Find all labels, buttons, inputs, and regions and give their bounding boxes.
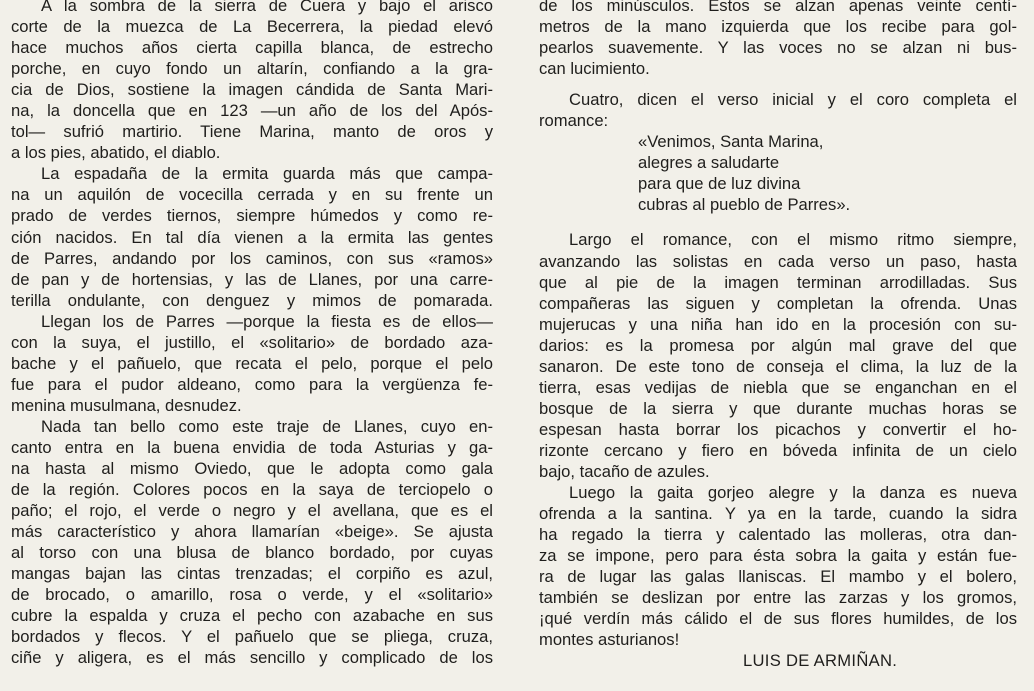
verse-line: alegres a saludarte (638, 153, 780, 173)
left-column-text-line: Nada tan bello como este traje de Llanes, cuyo en- (41, 416, 493, 436)
right-text-column (539, 0, 1017, 671)
left-column-text-line: canto entra en la buena envidia de toda Asturias y ga- (11, 437, 493, 457)
left-column-text-line: La espadaña de la ermita guarda más que campa- (41, 164, 493, 184)
right-column-text-line: pearlos suavemente. Y las voces no se alzan ni bus- (539, 38, 1017, 58)
left-column-text-line: na hasta al mismo Oviedo, que le adopta como gala (11, 459, 493, 479)
left-column-text-line: na, la doncella que en 123 —un año de los del Após- (11, 101, 493, 121)
right-column-text-line: za se impone, pero para ésta sobra la gaita y están fue- (539, 546, 1017, 566)
paragraph-gap (539, 79, 1017, 89)
right-column-text-line: darios: es la promesa por algún mal grave del que (539, 335, 1017, 355)
right-column-text-line: bosque de la sierra y que durante muchas horas se (539, 398, 1017, 418)
right-column-text-line: que al pie de la imagen terminan arrodilladas. Sus (539, 272, 1017, 292)
right-column-text-line: can lucimiento. (539, 59, 650, 79)
right-column-text-line: ofrenda a la santina. Y ya en la tarde, cuando la sidra (539, 504, 1017, 524)
left-column-text-line: fue para el pudor aldeano, como para la vergüenza fe- (11, 374, 493, 394)
right-column-text-line: rizonte cercano y fiero en bóveda infinita de un cielo (539, 440, 1017, 460)
left-column-text-line: menina musulmana, desnudez. (11, 395, 242, 415)
left-column-text-line: terilla ondulante, con denguez y mimos de pomarada. (11, 290, 493, 310)
right-column-text-line: avanzando las solistas en cada verso un paso, hasta (539, 251, 1017, 271)
right-column-text-line: también se deslizan por entre las zarzas y los gromos, (539, 588, 1017, 608)
right-column-text-line: metros de la mano izquierda que los recibe para gol- (539, 17, 1017, 37)
right-column-text-line: Cuatro, dicen el verso inicial y el coro completa el (569, 90, 1017, 110)
left-column-text-line: de la región. Colores pocos en la saya de terciopelo o (11, 480, 493, 500)
left-column-text-line: cubre la espalda y cruza el pecho con azabache en sus (11, 606, 493, 626)
right-column-text-line: mujerucas y una niña han ido en la procesión con su- (539, 314, 1017, 334)
verse-line: «Venimos, Santa Marina, (638, 132, 824, 152)
left-column-text-line: Llegan los de Parres —porque la fiesta es de ellos— (41, 311, 493, 331)
right-column-text-line: tierra, esas vedijas de niebla que se enganchan en el (539, 377, 1017, 397)
left-column-text-line: porche, en cuyo fondo un altarín, confiando a la gra- (11, 59, 493, 79)
left-column-text-line: na un aquilón de vocecilla cerrada y en su frente un (11, 185, 493, 205)
left-column-text-line: de pan y de hortensias, y las de Llanes, por una carre- (11, 269, 493, 289)
left-column-text-line: bordados y flecos. Y el pañuelo que se pliega, cruza, (11, 627, 493, 647)
left-column-text-line: al torso con una blusa de blanco bordado, por cuyas (11, 543, 493, 563)
right-column-text-line: ¡qué verdín más cálido el de sus flores humildes, de los (539, 609, 1017, 629)
verse-line: cubras al pueblo de Parres». (638, 195, 851, 215)
left-column-text-line: corte de la muezca de La Becerrera, la piedad elevó (11, 17, 493, 37)
verse-line: para que de luz divina (638, 174, 801, 194)
right-column-text-line: ra de lugar las galas llaniscas. El mambo y el bolero, (539, 567, 1017, 587)
left-column-text-line: paño; el rojo, el verde o negro y el avellana, que es el (11, 501, 493, 521)
left-column-text-line: cia de Dios, sostiene la imagen cándida de Santa Mari- (11, 80, 493, 100)
left-column-text-line: de Parres, andando por los caminos, con sus «ramos» (11, 248, 493, 268)
paragraph-gap (539, 215, 1017, 229)
right-column-text-line: Luego la gaita gorjeo alegre y la danza es nueva (569, 483, 1017, 503)
right-column-text-line: bajo, tacaño de azules. (539, 461, 710, 481)
left-column-text-line: bache y el pañuelo, que recata el pelo, porque el pelo (11, 353, 493, 373)
left-column-text-line: hace muchos años cierta capilla blanca, de estrecho (11, 38, 493, 58)
right-column-text-line: montes asturianos! (539, 630, 680, 650)
left-column-text-line: ción nacidos. En tal día vienen a la ermita las gentes (11, 227, 493, 247)
right-column-text-line: ha regado la tierra y calentado las molleras, otra dan- (539, 525, 1017, 545)
left-text-column (11, 0, 493, 669)
left-column-text-line: a los pies, abatido, el diablo. (11, 143, 221, 163)
left-column-text-line: tol— sufrió martirio. Tiene Marina, manto de oros y (11, 122, 493, 142)
right-column-text-line: romance: (539, 111, 609, 131)
left-column-text-line: ciñe y aligera, es el más sencillo y complicado de los (11, 648, 493, 668)
left-column-text-line: mangas bajan las cintas trenzadas; el corpiño es azul, (11, 564, 493, 584)
left-column-text-line: prado de verdes tiernos, siempre húmedos y como re- (11, 206, 493, 226)
author-signature: LUIS DE ARMIÑAN. (743, 651, 898, 671)
left-column-text-line: de brocado, o amarillo, rosa o verde, y el «solitario» (11, 585, 493, 605)
left-column-text-line: más característico y ahora llamarían «beige». Se ajusta (11, 522, 493, 542)
right-column-text-line: espesan hasta borrar los picachos y convertir el ho- (539, 419, 1017, 439)
left-column-text-line: con la suya, el justillo, el «solitario» de bordado aza- (11, 332, 493, 352)
right-column-text-line: sanaron. De este tono de conseja el clima, la luz de la (539, 356, 1017, 376)
right-column-text-line: compañeras las siguen y completan la ofrenda. Unas (539, 293, 1017, 313)
right-column-text-line: de los minúsculos. Estos se alzan apenas veinte centí- (539, 0, 1017, 15)
left-column-text-line: A la sombra de la sierra de Cuera y bajo el arisco (41, 0, 493, 15)
right-column-text-line: Largo el romance, con el mismo ritmo siempre, (569, 230, 1017, 250)
